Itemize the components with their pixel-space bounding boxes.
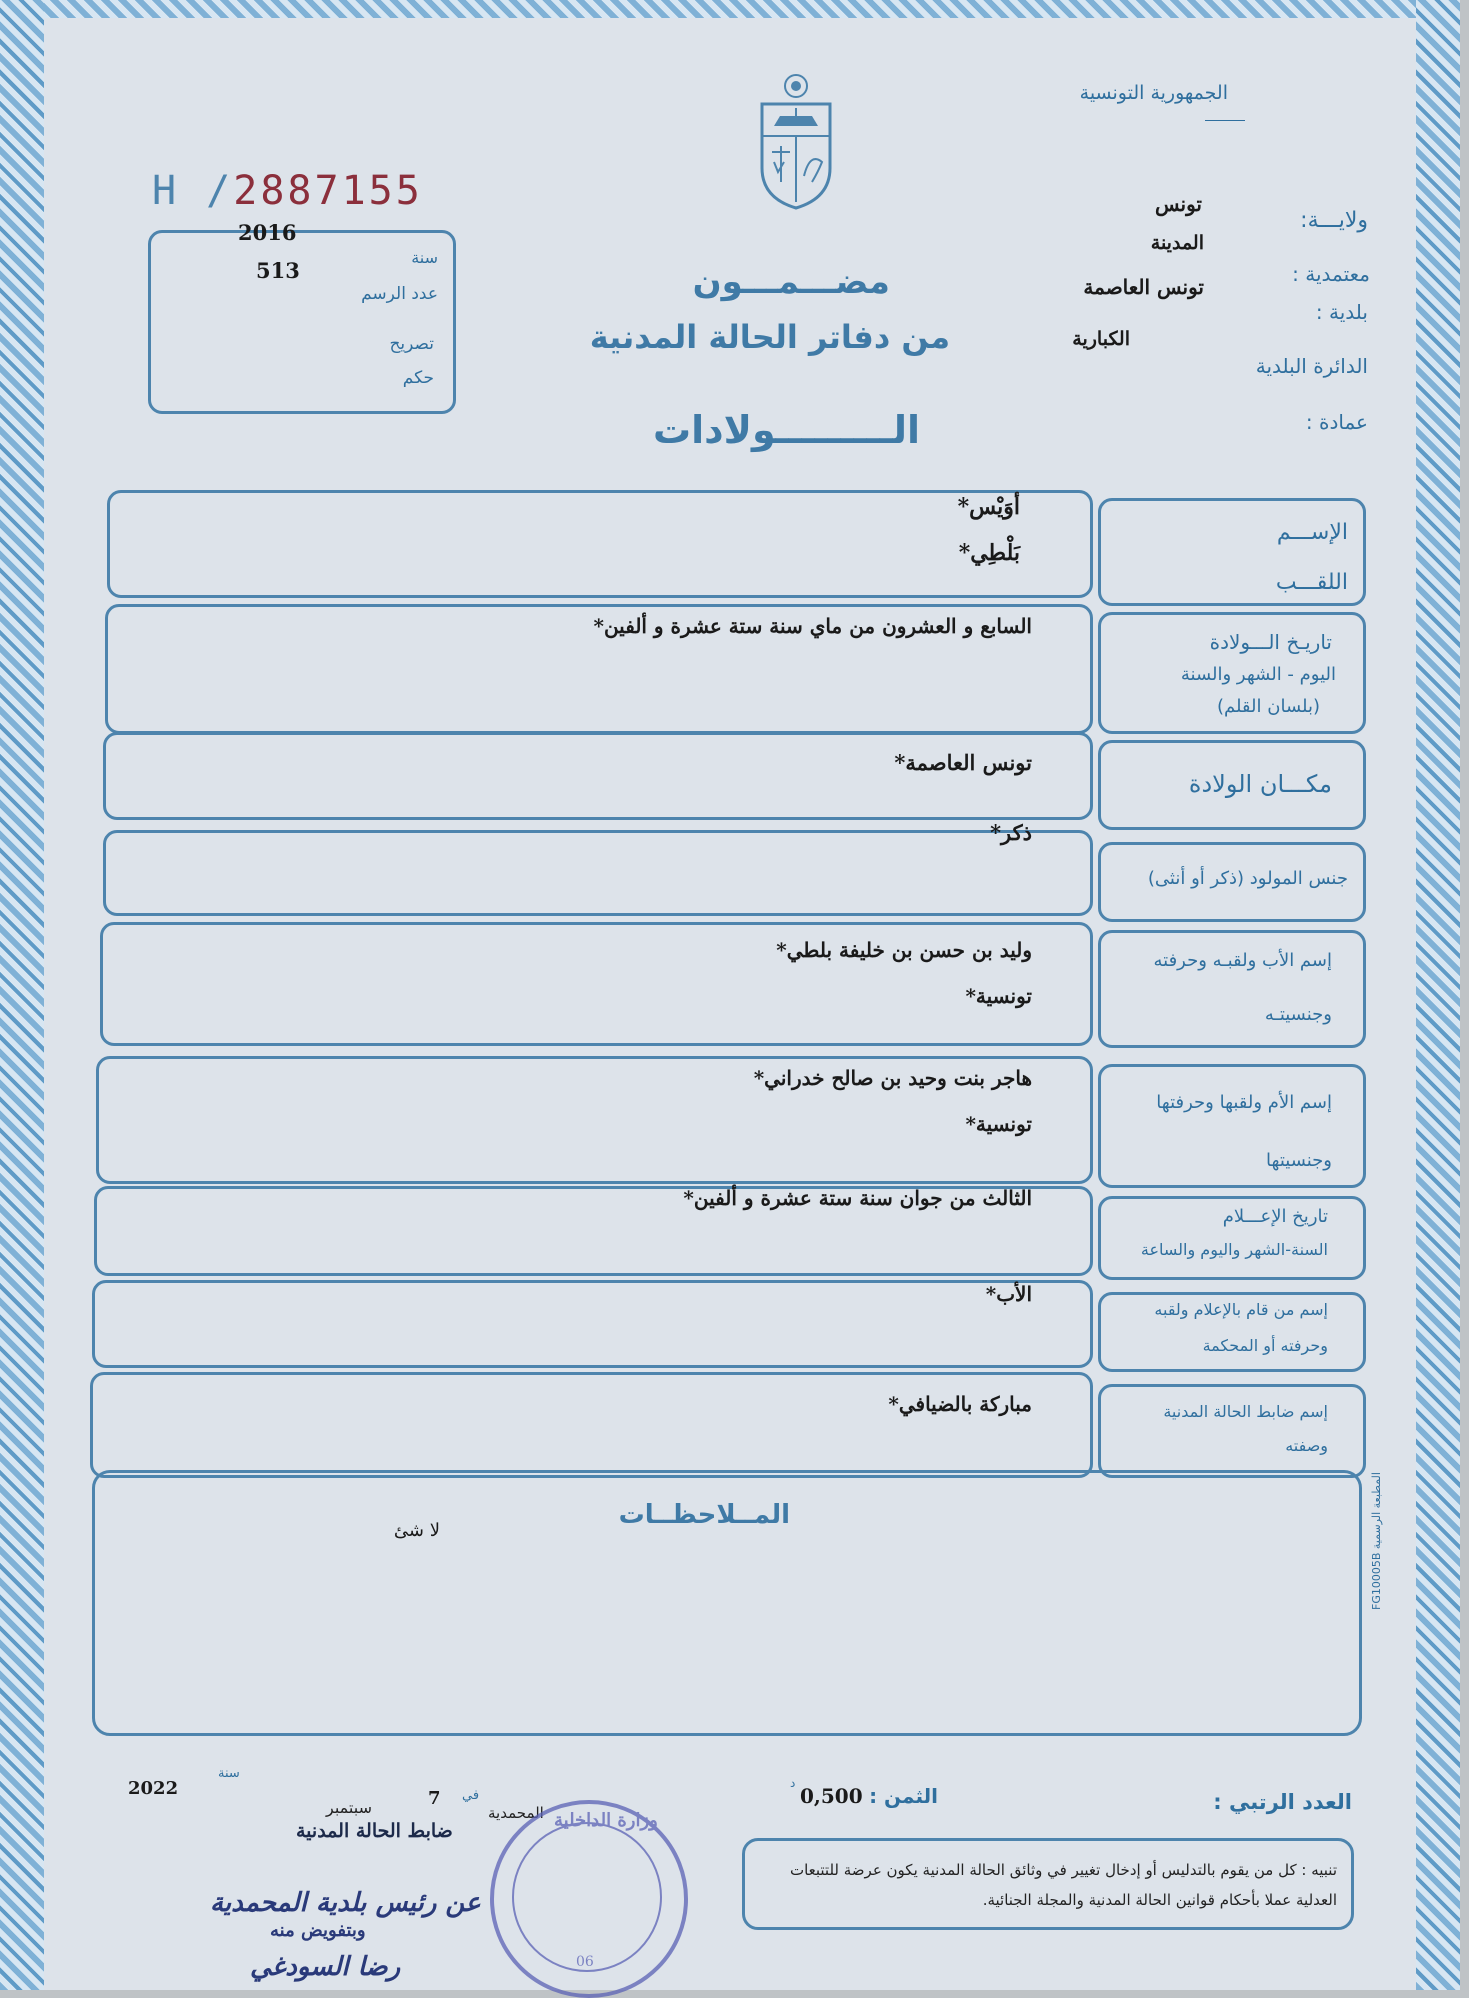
official-stamp [490, 1800, 688, 1998]
baladia-label: بلدية : [1315, 300, 1368, 324]
ordinal-number-label: العدد الرتبي : [1213, 1790, 1352, 1814]
republic-label: الجمهورية التونسية [1079, 82, 1228, 104]
father-nationality-label: وجنسيتـه [1264, 1004, 1332, 1025]
father-value: وليد بن حسن بن خليفة بلطي* [776, 938, 1032, 962]
signatory-name: رضا السودغي [250, 1952, 401, 1982]
sex-value: ذكر* [990, 820, 1032, 845]
birthdate-label: تاريـخ الـــولادة [1209, 630, 1332, 654]
section-title-births: الـــــــــولادات [652, 408, 920, 452]
father-nationality-value: تونسية* [965, 984, 1032, 1008]
register-number-label: عدد الرسم [361, 284, 438, 304]
register-year-label: سنة [411, 248, 438, 267]
declaration-date-sublabel: السنة-الشهر واليوم والساعة [1140, 1240, 1328, 1259]
row-sex-value-box [103, 830, 1093, 916]
stamp-top-text: وزارة الداخلية [554, 1810, 658, 1831]
year-value: 2022 [128, 1778, 179, 1799]
row-name-value-box [107, 490, 1093, 598]
tunisia-coat-of-arms-icon [752, 72, 840, 212]
mootamadia-value: المدينة [1150, 232, 1204, 254]
row-officer-label-box [1098, 1384, 1366, 1478]
signatory-line2: وبتفويض منه [270, 1920, 366, 1941]
judgment-label: حكم [402, 368, 434, 388]
register-year-value: 2016 [238, 220, 297, 245]
daira-label: الدائرة البلدية [1255, 354, 1368, 378]
declarant-label: إسم من قام بالإعلام ولقبه [1154, 1300, 1328, 1319]
surname-value: بَلْطِي* [958, 540, 1020, 566]
birthdate-sublabel: اليوم - الشهر والسنة [1180, 664, 1336, 685]
declaration-date-value: الثالث من جوان سنة ستة عشرة و ألفين* [683, 1186, 1032, 1210]
declaration-date-label: تاريخ الإعـــلام [1222, 1206, 1328, 1227]
day-value: 7 [428, 1788, 441, 1809]
mother-nationality-value: تونسية* [965, 1112, 1032, 1136]
mother-nationality-label: وجنسيتها [1266, 1150, 1332, 1171]
warning-notice-box [742, 1838, 1354, 1930]
name-label: الإســـم [1276, 520, 1348, 545]
officer-sublabel: وصفته [1285, 1436, 1328, 1455]
declarant-sublabel: وحرفته أو المحكمة [1202, 1336, 1328, 1355]
stamp-number: 06 [576, 1954, 594, 1970]
officer-label: إسم ضابط الحالة المدنية [1163, 1402, 1328, 1421]
baladia-value: تونس العاصمة [1083, 275, 1204, 299]
officer-title: ضابط الحالة المدنية [296, 1820, 453, 1842]
remarks-value: لا شئ [393, 1520, 440, 1541]
serial-digits: 2887155 [233, 168, 423, 214]
signatory-line1: عن رئيس بلدية المحمدية [210, 1888, 481, 1918]
printer-mark: المطبعة الرسمية FG10005B [1370, 1472, 1383, 1610]
birthdate-value: السابع و العشرون من ماي سنة ستة عشرة و ألفين* [593, 614, 1032, 638]
register-number-value: 513 [256, 258, 300, 283]
declaration-label: تصريح [389, 334, 434, 354]
month-value: سبتمبر [326, 1798, 372, 1817]
serial-prefix: H / [152, 168, 234, 214]
declarant-value: الأب* [985, 1282, 1032, 1306]
in-label: في [462, 1788, 480, 1803]
officer-value: مباركة بالضيافي* [888, 1392, 1032, 1416]
header-divider [1205, 120, 1245, 121]
row-declarant-value-box [92, 1280, 1093, 1368]
remarks-title: المــلاحظــات [618, 1500, 790, 1530]
place-value: المحمدية [488, 1804, 544, 1822]
birthdate-in-words-label: (بلسان القلم) [1216, 696, 1320, 717]
surname-label: اللقـــب [1275, 570, 1348, 595]
birthplace-label: مكـــان الولادة [1188, 770, 1332, 798]
serial-number [152, 168, 423, 214]
mother-value: هاجر بنت وحيد بن صالح خدراني* [753, 1066, 1032, 1090]
wilaya-label: ولايـــة: [1300, 208, 1368, 233]
name-value: أوَيْس* [957, 494, 1020, 520]
father-label: إسم الأب ولقبـه وحرفته [1153, 950, 1332, 971]
birthplace-value: تونس العاصمة* [894, 750, 1032, 775]
mootamadia-label: معتمدية : [1292, 262, 1370, 286]
year-label: سنة [218, 1766, 240, 1781]
title-line1: مضـــمـــون [692, 262, 890, 302]
row-officer-value-box [90, 1372, 1093, 1478]
price-value: 0,500 [800, 1784, 863, 1808]
wilaya-value: تونس [1155, 192, 1202, 216]
decorative-border-top [0, 0, 1460, 18]
warning-notice-text: تنبيه : كل من يقوم بالتدليس أو إدخال تغيير في وثائق الحالة المدنية يكون عرضة للتتبعات العدلية عملا بأحكام قوانين الحالة المدنية والمجلة الجنائية. [789, 1861, 1337, 1909]
price-unit: د [790, 1776, 796, 1790]
decorative-border-left [0, 0, 44, 1990]
price-label: الثمن : [869, 1784, 938, 1808]
mother-label: إسم الأم ولقبها وحرفتها [1156, 1092, 1332, 1113]
row-birthplace-value-box [103, 732, 1093, 820]
row-father-label-box [1098, 930, 1366, 1048]
title-line2: من دفاتر الحالة المدنية [589, 318, 950, 356]
daira-value: الكبارية [1072, 328, 1130, 350]
imada-label: عمادة : [1305, 410, 1368, 434]
sex-label: جنس المولود (ذكر أو أنثى) [1147, 868, 1348, 889]
decorative-border-right [1416, 0, 1460, 1990]
